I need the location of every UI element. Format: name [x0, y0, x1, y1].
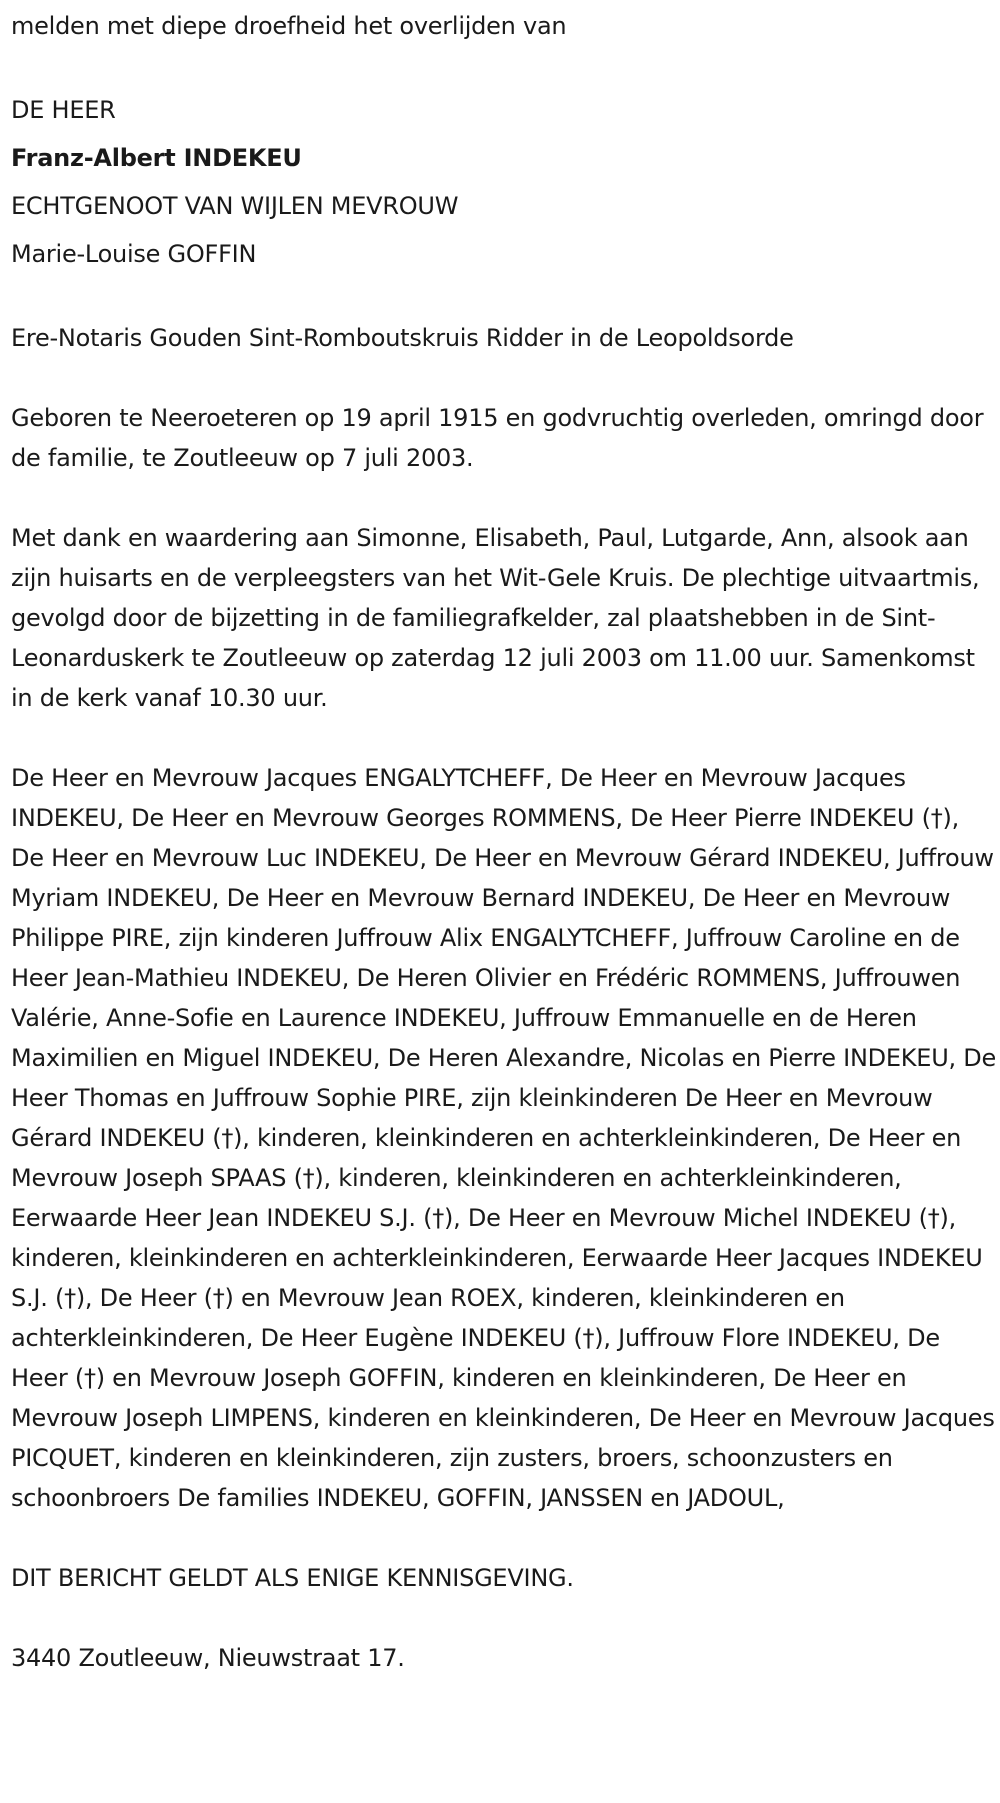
notice-text: DIT BERICHT GELDT ALS ENIGE KENNISGEVING. — [11, 1564, 574, 1592]
spacer — [11, 46, 996, 86]
spacer — [11, 718, 996, 758]
titles-text: Ere-Notaris Gouden Sint-Romboutskruis Ridder in de Leopoldsorde — [11, 324, 794, 352]
spacer — [11, 278, 996, 318]
intro-text: melden met diepe droefheid het overlijden van — [11, 12, 567, 40]
deceased-name: Franz-Albert INDEKEU — [11, 144, 302, 172]
spouse-line: ECHTGENOOT VAN WIJLEN MEVROUW — [11, 192, 459, 220]
honorific: DE HEER — [11, 96, 116, 124]
death-notice — [11, 6, 996, 1678]
spacer — [11, 478, 996, 518]
family-list: De Heer en Mevrouw Jacques ENGALYTCHEFF, De Heer en Mevrouw Jacques INDEKEU, De Heer en Mevrouw Georges ROMMENS, De Heer Pierre INDEKEU (†), De Heer en Mevrouw Luc INDEKEU, De Heer en Mevrouw Gérard INDEKEU, Juffrouw Myriam INDEKEU, De Heer en Mevrouw Bernard INDEKEU, De Heer en Mevrouw Philippe PIRE, zijn kinderen Juffrouw Alix ENGALYTCHEFF, Juffrouw Caroline en de Heer Jean-Mathieu INDEKEU, De Heren Olivier en Frédéric ROMMENS, Juffrouwen Valérie, Anne-Sofie en Laurence INDEKEU, Juffrouw Emmanuelle en de Heren Maximilien en Miguel INDEKEU, De Heren Alexandre, Nicolas en Pierre INDEKEU, De Heer Thomas en Juffrouw Sophie PIRE, zijn kleinkinderen De Heer en Mevrouw Gérard INDEKEU (†), kinderen, kleinkinderen en achterkleinkinderen, De Heer en Mevrouw Joseph SPAAS (†), kinderen, kleinkinderen en achterkleinkinderen, Eerwaarde Heer Jean INDEKEU S.J. (†), De Heer en Mevrouw Michel INDEKEU (†), kinderen, kleinkinderen en achterkleinkinderen, Eerwaarde Heer Jacques INDEKEU S.J. (†), De Heer (†) en Mevrouw Jean ROEX, kinderen, kleinkinderen en achterkleinkinderen, De Heer Eugène INDEKEU (†), Juffrouw Flore INDEKEU, De Heer (†) en Mevrouw Joseph GOFFIN, kinderen en kleinkinderen, De Heer en Mevrouw Joseph LIMPENS, kinderen en kleinkinderen, De Heer en Mevrouw Jacques PICQUET, kinderen en kleinkinderen, zijn zusters, broers, schoonzusters en schoonbroers De families INDEKEU, GOFFIN, JANSSEN en JADOUL, — [11, 764, 997, 1512]
spacer — [11, 358, 996, 398]
ceremony-text: Met dank en waardering aan Simonne, Elisabeth, Paul, Lutgarde, Ann, alsook aan zijn huisarts en de verpleegsters van het Wit-Gele Kruis. De plechtige uitvaartmis, gevolgd door de bijzetting in de familiegrafkelder, zal plaatshebben in de Sint-Leonarduskerk te Zoutleeuw op zaterdag 12 juli 2003 om 11.00 uur. Samenkomst in de kerk vanaf 10.30 uur. — [11, 524, 980, 712]
spouse-name: Marie-Louise GOFFIN — [11, 240, 257, 268]
spacer — [11, 1598, 996, 1638]
address-text: 3440 Zoutleeuw, Nieuwstraat 17. — [11, 1644, 405, 1672]
spacer — [11, 1518, 996, 1558]
birth-death-text: Geboren te Neeroeteren op 19 april 1915 en godvruchtig overleden, omringd door de familie, te Zoutleeuw op 7 juli 2003. — [11, 404, 984, 472]
